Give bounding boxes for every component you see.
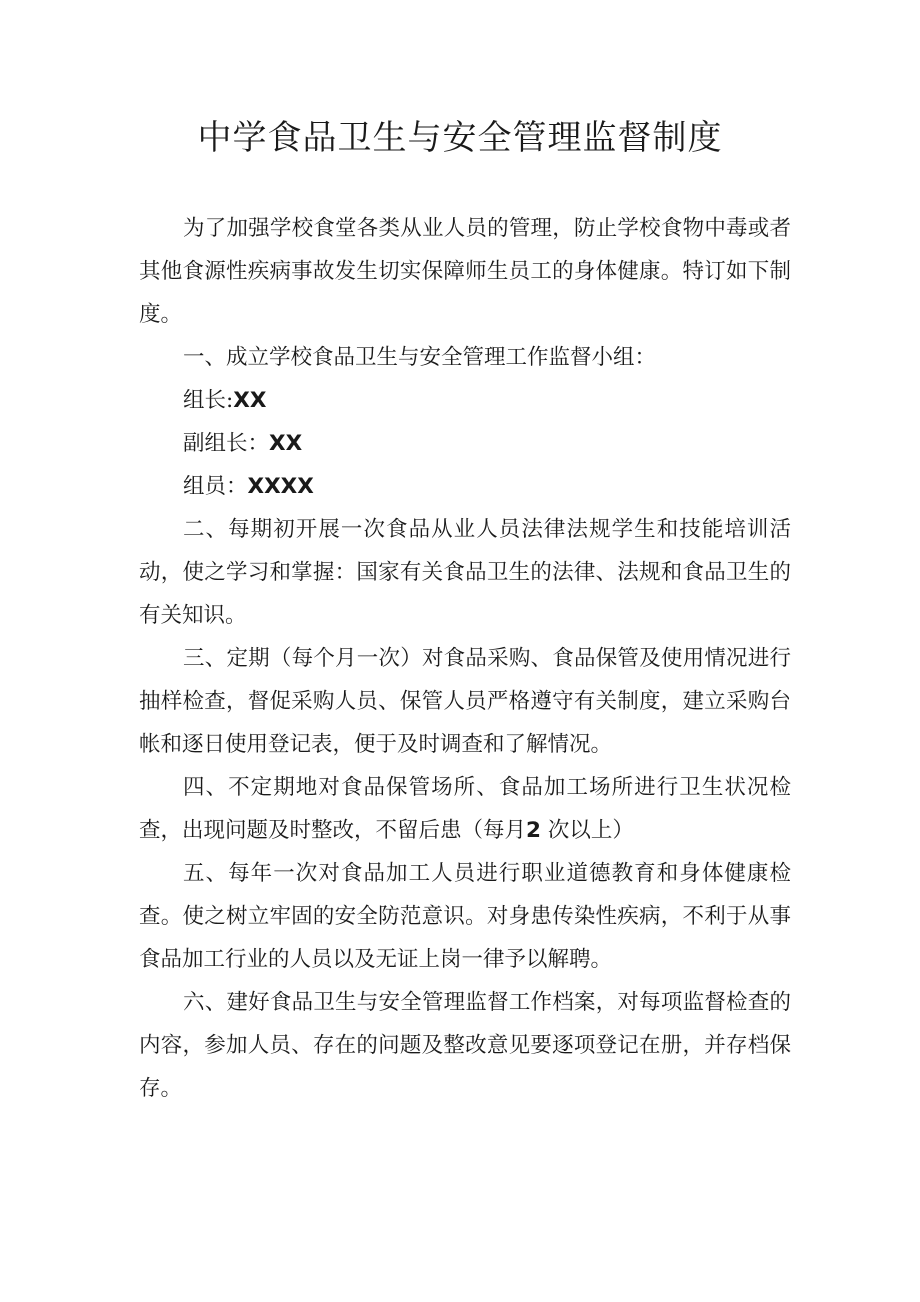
section3-paragraph: 三、定期（每个月一次）对食品采购、食品保管及使用情况进行抽样检查，督促采购人员、保管人员严格遵守有关制度，建立采购台帐和逐日使用登记表，便于及时调查和了解情况。 <box>139 646 791 757</box>
leader-line <box>139 379 791 422</box>
section4-number: 2 <box>526 818 541 843</box>
section5-paragraph: 五、每年一次对食品加工人员进行职业道德教育和身体健康检查。使之树立牢固的安全防范意识。对身患传染性疾病，不利于从事食品加工行业的人员以及无证上岗一律予以解聘。 <box>139 861 791 972</box>
members-label: 组员： <box>183 474 248 499</box>
section1-heading: 一、成立学校食品卫生与安全管理工作监督小组： <box>183 345 657 370</box>
leader-label: 组长: <box>183 388 234 413</box>
document-title: 中学食品卫生与安全管理监督制度 <box>197 118 723 158</box>
intro-paragraph: 为了加强学校食堂各类从业人员的管理，防止学校食物中毒或者其他食源性疾病事故发生切实保障师生员工的身体健康。特订如下制度。 <box>139 216 791 327</box>
deputy-value: XX <box>269 431 303 456</box>
leader-value: XX <box>233 388 267 413</box>
document-body <box>139 207 791 1110</box>
section4-text-pre: 四、不定期地对食品保管场所、食品加工场所进行卫生状况检查，出现问题及时整改，不留后患（每月 <box>139 775 791 843</box>
members-line <box>139 465 791 508</box>
members-value: XXXX <box>247 474 314 499</box>
section4-paragraph <box>139 766 791 852</box>
section4-text-post: 次以上） <box>547 818 634 843</box>
deputy-label: 副组长： <box>183 431 270 456</box>
section6-paragraph: 六、建好食品卫生与安全管理监督工作档案，对每项监督检查的内容，参加人员、存在的问题及整改意见要逐项登记在册，并存档保存。 <box>139 990 791 1101</box>
section2-paragraph: 二、每期初开展一次食品从业人员法律法规学生和技能培训活动，使之学习和掌握：国家有关食品卫生的法律、法规和食品卫生的有关知识。 <box>139 517 791 628</box>
deputy-line <box>139 422 791 465</box>
